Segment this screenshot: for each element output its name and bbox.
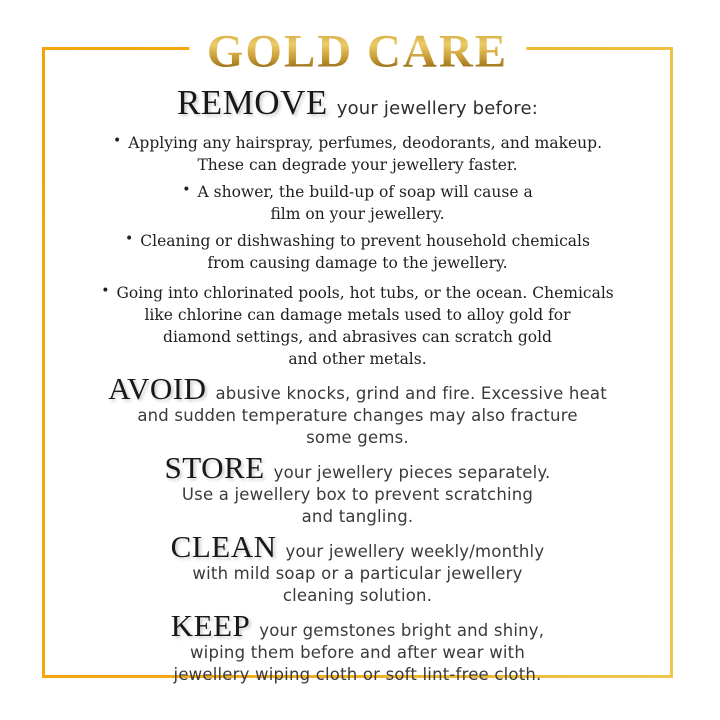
bullet-icon: • (182, 182, 191, 198)
bullet-icon: • (125, 231, 134, 247)
bullet-line (53, 280, 662, 304)
store-heading-line (53, 450, 662, 485)
store-heading: STORE (164, 450, 265, 485)
avoid-text: abusive knocks, grind and fire. Excessive heat (215, 384, 607, 403)
store-text: Use a jewellery box to prevent scratching (181, 485, 534, 504)
keep-heading-line (53, 608, 662, 643)
section-avoid (53, 371, 662, 449)
bullet-text: Cleaning or dishwashing to prevent household chemicals (140, 232, 590, 250)
clean-text: your jewellery weekly/monthly (285, 542, 545, 561)
section-clean (53, 529, 662, 607)
bullet-text: Going into chlorinated pools, hot tubs, or the ocean. Chemicals (116, 284, 614, 302)
bullet-item-hairspray (53, 130, 662, 176)
store-text: your jewellery pieces separately. (273, 463, 551, 482)
bullet-text: diamond settings, and abrasives can scratch gold (163, 328, 552, 346)
bullet-text: film on your jewellery. (270, 205, 445, 223)
avoid-text: and sudden temperature changes may also fracture (137, 406, 578, 425)
bullet-line (53, 228, 662, 252)
bullet-icon: • (101, 283, 110, 299)
bullet-text: A shower, the build-up of soap will cause a (197, 183, 533, 201)
remove-heading: REMOVE (176, 83, 328, 122)
bullet-line (53, 130, 662, 154)
bullet-item-pools (53, 280, 662, 370)
avoid-heading: AVOID (108, 371, 207, 406)
bullet-item-shower (53, 179, 662, 225)
clean-heading: CLEAN (170, 529, 277, 564)
clean-text: with mild soap or a particular jewellery (192, 564, 523, 583)
remove-bullet-list (53, 130, 662, 370)
bullet-text: from causing damage to the jewellery. (207, 254, 508, 272)
section-keep (53, 608, 662, 686)
clean-heading-line (53, 529, 662, 564)
card-content (45, 50, 670, 686)
bullet-item-cleaning (53, 228, 662, 274)
avoid-heading-line (53, 371, 662, 406)
bullet-icon: • (112, 133, 122, 149)
remove-lead-text: your jewellery before: (336, 98, 539, 119)
avoid-text: some gems. (306, 428, 409, 447)
store-text: and tangling. (301, 507, 414, 526)
bullet-text: like chlorine can damage metals used to alloy gold for (144, 306, 571, 324)
bullet-text: and other metals. (288, 350, 427, 368)
section-store (53, 450, 662, 528)
keep-heading: KEEP (170, 608, 251, 643)
bullet-text: These can degrade your jewellery faster. (197, 156, 518, 174)
gold-border-frame (42, 25, 673, 684)
keep-text: jewellery wiping cloth or soft lint-free cloth. (173, 665, 542, 684)
section-remove-heading-line (53, 83, 662, 122)
bullet-text: Applying any hairspray, perfumes, deodorants, and makeup. (128, 134, 603, 152)
clean-text: cleaning solution. (282, 586, 433, 605)
bullet-line (53, 179, 662, 203)
page-title-text: GOLD CARE (206, 25, 509, 78)
keep-text: your gemstones bright and shiny, (259, 621, 545, 640)
keep-text: wiping them before and after wear with (189, 643, 525, 662)
